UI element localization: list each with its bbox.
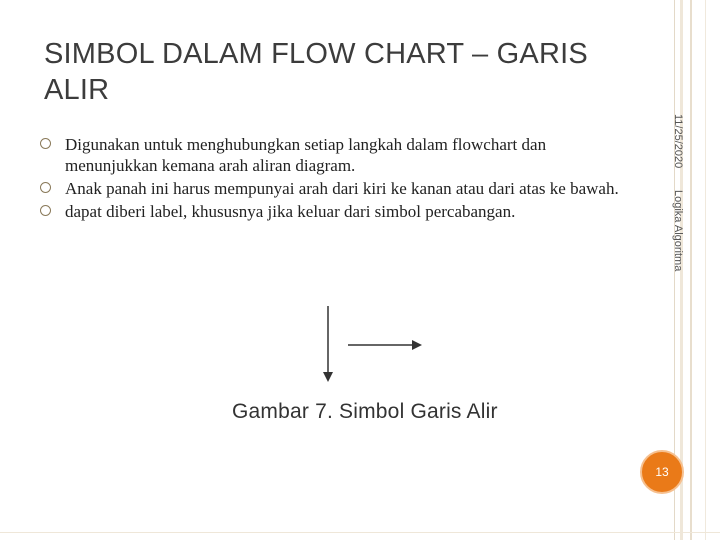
bullet-text: Anak panah ini harus mempunyai arah dari kiri ke kanan atau dari atas ke bawah. xyxy=(65,179,619,198)
bullet-text: dapat diberi label, khususnya jika keluar dari simbol percabangan. xyxy=(65,202,516,221)
flow-line-figure xyxy=(300,300,440,390)
bullet-item xyxy=(40,178,640,199)
bullet-item xyxy=(40,201,640,222)
border-line xyxy=(705,0,706,540)
slide-title: SIMBOL DALAM FLOW CHART – GARIS ALIR xyxy=(44,38,588,106)
arrow-right-icon xyxy=(348,340,422,350)
bullet-item xyxy=(40,134,640,176)
slide-footer: Logika Algoritma xyxy=(672,190,684,272)
bullet-list xyxy=(40,134,640,224)
border-line xyxy=(690,0,692,540)
arrow-down-icon xyxy=(323,306,333,382)
hollow-circle-icon xyxy=(40,205,51,216)
page-number-badge xyxy=(640,450,684,494)
hollow-circle-icon xyxy=(40,182,51,193)
figure-caption: Gambar 7. Simbol Garis Alir xyxy=(232,400,498,423)
bullet-text: Digunakan untuk menghubungkan setiap langkah dalam flowchart dan menunjukkan kemana arah aliran diagram. xyxy=(65,135,547,175)
page-number: 13 xyxy=(655,465,669,479)
border-line xyxy=(0,532,720,533)
slide-date: 11/25/2020 xyxy=(672,114,684,169)
hollow-circle-icon xyxy=(40,138,51,149)
